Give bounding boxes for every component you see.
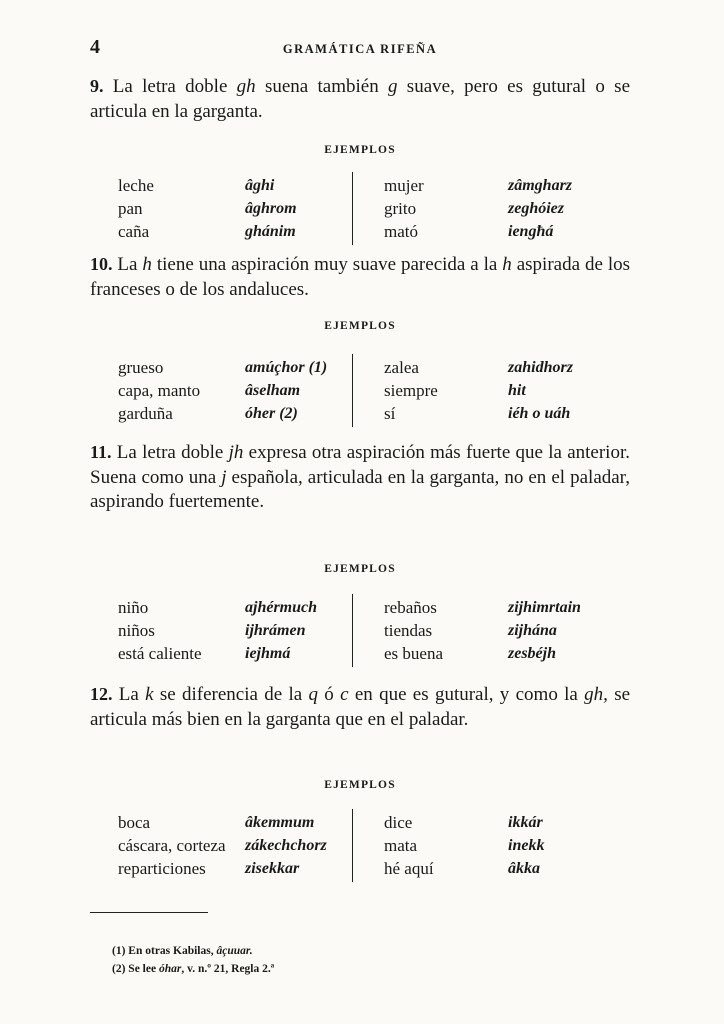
text-run: en que es gutural, y como la bbox=[348, 684, 585, 705]
examples-table bbox=[118, 356, 618, 425]
spanish-word: hé aquí bbox=[384, 859, 434, 878]
spanish-word: tiendas bbox=[384, 621, 433, 640]
spanish-word: mata bbox=[384, 836, 418, 855]
spanish-word: mató bbox=[384, 222, 418, 241]
example-row bbox=[118, 619, 618, 642]
spanish-word: boca bbox=[118, 813, 151, 832]
example-row bbox=[118, 356, 618, 379]
italic-letter: g bbox=[388, 76, 398, 97]
text-run: La bbox=[112, 254, 143, 275]
page-header bbox=[90, 36, 630, 60]
footnote-mark: (1) bbox=[112, 945, 126, 957]
example-row bbox=[118, 402, 618, 425]
text-run: suena también bbox=[255, 76, 389, 97]
footnote-1 bbox=[112, 945, 253, 957]
rifian-word: zijhimrtain bbox=[508, 599, 581, 616]
footnote-text: En otras Kabilas, bbox=[125, 945, 217, 957]
italic-letter: q bbox=[308, 684, 318, 705]
spanish-word: sí bbox=[384, 404, 396, 423]
example-row bbox=[118, 834, 618, 857]
rifian-word: ikkár bbox=[508, 814, 543, 831]
page-number: 4 bbox=[90, 36, 100, 58]
rifian-word: ajhérmuch bbox=[245, 599, 318, 616]
italic-letter: j bbox=[221, 466, 227, 488]
spanish-word: leche bbox=[118, 176, 154, 195]
rifian-word: zâmgharz bbox=[508, 177, 573, 194]
spanish-word: grueso bbox=[118, 358, 164, 377]
example-row bbox=[118, 642, 618, 665]
italic-letter: jh bbox=[228, 442, 244, 463]
text-run: La letra doble bbox=[103, 76, 237, 97]
spanish-word: garduña bbox=[118, 404, 173, 423]
spanish-word: cáscara, corteza bbox=[118, 836, 226, 855]
rifian-word: inekk bbox=[508, 837, 545, 854]
spanish-word: grito bbox=[384, 199, 417, 218]
footnote-mark: (2) bbox=[112, 963, 126, 975]
text-run: aspirada de los franceses o de los andaluces. bbox=[90, 254, 631, 300]
text-run: La bbox=[112, 684, 146, 705]
example-row bbox=[118, 811, 618, 834]
footnote-2 bbox=[112, 963, 274, 975]
spanish-word: niños bbox=[118, 621, 155, 640]
section-number: 12. bbox=[90, 684, 113, 704]
footnote-italic: óhar bbox=[158, 963, 182, 975]
spanish-word: está caliente bbox=[118, 644, 202, 663]
example-row bbox=[118, 596, 618, 619]
rifian-word: zahidhorz bbox=[508, 359, 573, 376]
rifian-word: ijhrámen bbox=[245, 622, 306, 639]
examples-heading: EJEMPLOS bbox=[324, 320, 396, 332]
text-run: se articula más bien en la garganta que en el paladar. bbox=[90, 684, 631, 730]
example-row bbox=[118, 379, 618, 402]
italic-letter: gh, bbox=[584, 684, 608, 705]
spanish-word: caña bbox=[118, 222, 150, 241]
section-11-text bbox=[90, 440, 630, 515]
rifian-word: zákechchorz bbox=[245, 837, 327, 854]
text-run: ó bbox=[318, 684, 341, 705]
section-number: 9. bbox=[90, 76, 104, 96]
rifian-word: zisekkar bbox=[245, 860, 300, 877]
rifian-word: óher (2) bbox=[245, 405, 298, 422]
section-10-text bbox=[90, 252, 630, 302]
italic-letter: gh bbox=[236, 76, 256, 97]
rifian-word: iejhmá bbox=[245, 645, 291, 662]
rifian-word: hit bbox=[508, 382, 526, 399]
spanish-word: pan bbox=[118, 199, 143, 218]
section-number: 10. bbox=[90, 254, 113, 274]
text-run: tiene una aspiración muy suave parecida a la bbox=[151, 254, 503, 275]
italic-letter: c bbox=[340, 684, 349, 705]
section-number: 11. bbox=[90, 442, 112, 462]
rifian-word: âghi bbox=[245, 177, 275, 194]
footnote-rule bbox=[90, 912, 208, 913]
spanish-word: zalea bbox=[384, 358, 419, 377]
section-9-text bbox=[90, 74, 630, 124]
footnote-rest: , v. n.º 21, Regla 2.ª bbox=[181, 963, 275, 975]
rifian-word: zeghóiez bbox=[508, 200, 564, 217]
rifian-word: iengħá bbox=[508, 223, 554, 240]
italic-letter: k bbox=[145, 684, 154, 705]
spanish-word: rebaños bbox=[384, 598, 437, 617]
text-run: La letra doble bbox=[111, 442, 229, 463]
spanish-word: siempre bbox=[384, 381, 438, 400]
example-row bbox=[118, 220, 618, 243]
spanish-word: niño bbox=[118, 598, 149, 617]
examples-table bbox=[118, 596, 618, 665]
footnote-italic: âçuuar. bbox=[216, 945, 253, 957]
rifian-word: iéh o uáh bbox=[508, 405, 571, 422]
rifian-word: âselham bbox=[245, 382, 301, 399]
text-run: suave, pero es gutural o se articula en la garganta. bbox=[90, 76, 630, 122]
examples-table bbox=[118, 174, 618, 243]
examples-heading: EJEMPLOS bbox=[324, 779, 396, 791]
spanish-word: dice bbox=[384, 813, 413, 832]
example-row bbox=[118, 857, 618, 880]
section-12-text bbox=[90, 682, 630, 732]
spanish-word: reparticiones bbox=[118, 859, 206, 878]
examples-table bbox=[118, 811, 618, 880]
example-row bbox=[118, 197, 618, 220]
spanish-word: mujer bbox=[384, 176, 424, 195]
rifian-word: amúçhor (1) bbox=[245, 359, 328, 376]
rifian-word: âkka bbox=[508, 860, 540, 877]
italic-letter: h bbox=[502, 254, 512, 275]
examples-heading: EJEMPLOS bbox=[324, 144, 396, 156]
examples-heading: EJEMPLOS bbox=[324, 563, 396, 575]
rifian-word: zijhána bbox=[508, 622, 557, 639]
running-head: GRAMÁTICA RIFEÑA bbox=[282, 42, 438, 56]
rifian-word: âkemmum bbox=[245, 814, 315, 831]
text-run: expresa otra aspiración más fuerte que la anterior. Suena como una bbox=[90, 442, 630, 488]
text-run: española, articulada en la garganta, no en el paladar, aspirando fuertemente. bbox=[90, 466, 631, 512]
spanish-word: es buena bbox=[384, 644, 444, 663]
spanish-word: capa, manto bbox=[118, 381, 201, 400]
rifian-word: zesbéjh bbox=[508, 645, 556, 662]
example-row bbox=[118, 174, 618, 197]
rifian-word: âghrom bbox=[245, 200, 297, 217]
footnote-text: Se lee bbox=[125, 963, 159, 975]
rifian-word: ghánim bbox=[245, 223, 296, 240]
text-run: se diferencia de la bbox=[153, 684, 309, 705]
italic-letter: h bbox=[142, 254, 152, 275]
